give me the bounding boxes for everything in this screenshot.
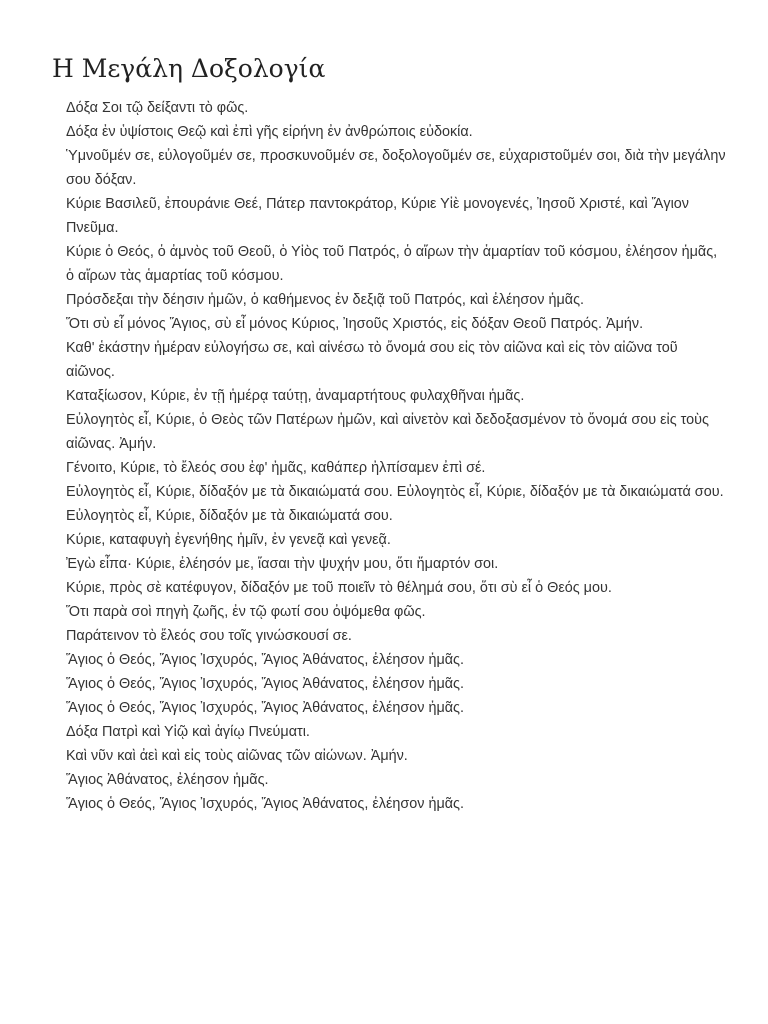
verse-14: Ἐγὼ εἶπα· Κύριε, ἐλέησόν με, ἴασαι τὴν ψυχήν μου, ὅτι ἥμαρτόν σοι. [66, 556, 499, 572]
verse-12: Εὐλογητὸς εἶ, Κύριε, δίδαξόν με τὰ δικαιώματά σου. Εὐλογητὸς εἶ, Κύριε, δίδαξόν με τὰ δικαιώματά σου. Εὐλογητὸς εἶ, Κύριε, δίδαξόν με τὰ δικαιώματά σου. [66, 484, 724, 524]
verse-8: Καθ' ἑκάστην ἡμέραν εὐλογήσω σε, καὶ αἰνέσω τὸ ὄνομά σου εἰς τὸν αἰῶνα καὶ εἰς τὸν αἰῶνα τοῦ αἰῶνος. [66, 340, 678, 380]
verse-22: Καὶ νῦν καὶ ἀεὶ καὶ εἰς τοὺς αἰῶνας τῶν αἰώνων. Ἀμήν. [66, 748, 408, 764]
verse-3: Ὑμνοῦμέν σε, εὐλογοῦμέν σε, προσκυνοῦμέν σε, δοξολογοῦμέν σε, εὐχαριστοῦμέν σοι, διὰ τὴν μεγάλην σου δόξαν. [66, 148, 726, 188]
verse-19: Ἅγιος ὁ Θεός, Ἅγιος Ἰσχυρός, Ἅγιος Ἀθάνατος, ἐλέησον ἡμᾶς. [66, 676, 464, 692]
verse-2: Δόξα ἐν ὑψίστοις Θεῷ καὶ ἐπὶ γῆς εἰρήνη ἐν ἀνθρώποις εὐδοκία. [66, 124, 473, 140]
verse-13: Κύριε, καταφυγὴ ἐγενήθης ἡμῖν, ἐν γενεᾷ καὶ γενεᾷ. [66, 532, 391, 548]
hymn-text [66, 96, 726, 816]
verse-10: Εὐλογητὸς εἶ, Κύριε, ὁ Θεὸς τῶν Πατέρων ἡμῶν, καὶ αἰνετὸν καὶ δεδοξασμένον τὸ ὄνομά σου εἰς τοὺς αἰῶνας. Ἀμήν. [66, 412, 709, 452]
verse-18: Ἅγιος ὁ Θεός, Ἅγιος Ἰσχυρός, Ἅγιος Ἀθάνατος, ἐλέησον ἡμᾶς. [66, 652, 464, 668]
verse-17: Παράτεινον τὸ ἔλεός σου τοῖς γινώσκουσί σε. [66, 628, 352, 644]
verse-15: Κύριε, πρὸς σὲ κατέφυγον, δίδαξόν με τοῦ ποιεῖν τὸ θέλημά σου, ὅτι σὺ εἶ ὁ Θεός μου. [66, 580, 612, 596]
verse-7: Ὅτι σὺ εἶ μόνος Ἅγιος, σὺ εἶ μόνος Κύριος, Ἰησοῦς Χριστός, εἰς δόξαν Θεοῦ Πατρός. Ἀμήν. [66, 316, 644, 332]
verse-20: Ἅγιος ὁ Θεός, Ἅγιος Ἰσχυρός, Ἅγιος Ἀθάνατος, ἐλέησον ἡμᾶς. [66, 700, 464, 716]
verse-4: Κύριε Βασιλεῦ, ἐπουράνιε Θεέ, Πάτερ παντοκράτορ, Κύριε Υἱὲ μονογενές, Ἰησοῦ Χριστέ, καὶ Ἅγιον Πνεῦμα. [66, 196, 689, 236]
verse-9: Καταξίωσον, Κύριε, ἐν τῇ ἡμέρᾳ ταύτῃ, ἀναμαρτήτους φυλαχθῆναι ἡμᾶς. [66, 388, 525, 404]
verse-24: Ἅγιος ὁ Θεός, Ἅγιος Ἰσχυρός, Ἅγιος Ἀθάνατος, ἐλέησον ἡμᾶς. [66, 796, 464, 812]
page-title: Η Μεγάλη Δοξολογία [52, 54, 326, 83]
verse-16: Ὅτι παρὰ σοὶ πηγὴ ζωῆς, ἐν τῷ φωτί σου ὀψόμεθα φῶς. [66, 604, 426, 620]
verse-23: Ἅγιος Ἀθάνατος, ἐλέησον ἡμᾶς. [66, 772, 269, 788]
verse-6: Πρόσδεξαι τὴν δέησιν ἡμῶν, ὁ καθήμενος ἐν δεξιᾷ τοῦ Πατρός, καὶ ἐλέησον ἡμᾶς. [66, 292, 585, 308]
verse-11: Γένοιτο, Κύριε, τὸ ἔλεός σου ἐφ' ἡμᾶς, καθάπερ ἠλπίσαμεν ἐπὶ σέ. [66, 460, 486, 476]
verse-21: Δόξα Πατρὶ καὶ Υἱῷ καὶ ἁγίῳ Πνεύματι. [66, 724, 310, 740]
verse-5: Κύριε ὁ Θεός, ὁ ἀμνὸς τοῦ Θεοῦ, ὁ Υἱὸς τοῦ Πατρός, ὁ αἴρων τὴν ἁμαρτίαν τοῦ κόσμου, ἐλέησον ἡμᾶς, ὁ αἴρων τὰς ἁμαρτίας τοῦ κόσμου. [66, 244, 718, 284]
verse-1: Δόξα Σοι τῷ δείξαντι τὸ φῶς. [66, 100, 249, 116]
